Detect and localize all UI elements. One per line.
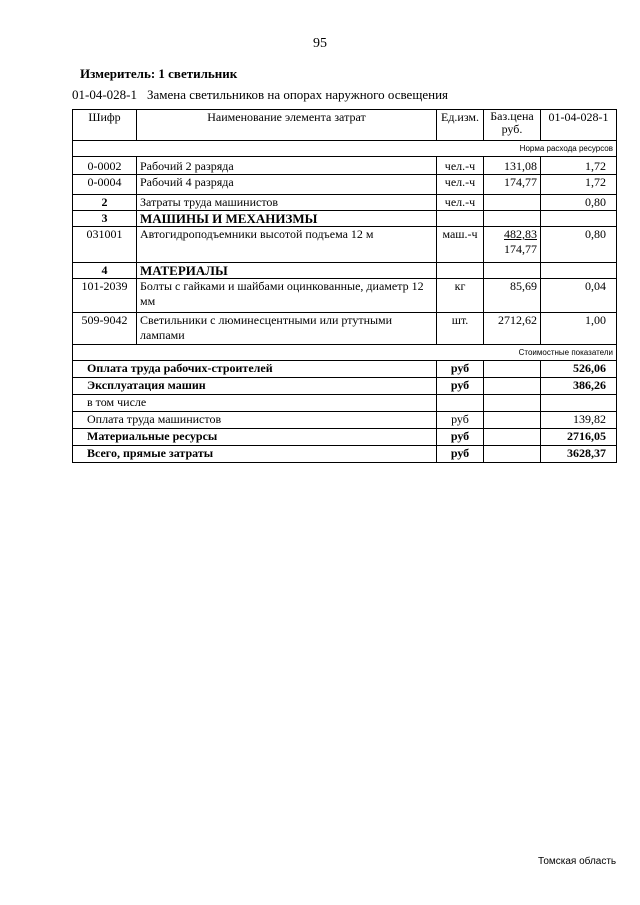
row-name: Светильники с люминесцентными или ртутными лампами bbox=[137, 313, 437, 345]
row-code: 0-0002 bbox=[73, 157, 137, 175]
section-row bbox=[73, 263, 617, 279]
section-title: МАТЕРИАЛЫ bbox=[137, 263, 437, 279]
summary-label: Эксплуатация машин bbox=[73, 378, 437, 395]
summary-row bbox=[73, 446, 617, 463]
measurer-heading: Измеритель: 1 светильник bbox=[80, 66, 238, 81]
row-price-cell bbox=[484, 227, 541, 263]
table-row bbox=[73, 313, 617, 345]
table-row bbox=[73, 157, 617, 175]
table-row bbox=[73, 175, 617, 195]
summary-label: в том числе bbox=[73, 395, 437, 412]
summary-value: 3628,37 bbox=[541, 446, 617, 463]
row-price: 482,83 bbox=[504, 227, 537, 241]
norm-code: 01-04-028-1 bbox=[72, 87, 137, 102]
header-name: Наименование элемента затрат bbox=[137, 110, 437, 141]
row-price: 174,77 bbox=[484, 175, 541, 195]
table-row bbox=[73, 279, 617, 313]
summary-row bbox=[73, 412, 617, 429]
row-unit: чел.-ч bbox=[437, 175, 484, 195]
table-row bbox=[73, 227, 617, 263]
row-name: Автогидроподъемники высотой подъема 12 м bbox=[137, 227, 437, 263]
row-code: 0-0004 bbox=[73, 175, 137, 195]
summary-label: Оплата труда рабочих-строителей bbox=[73, 361, 437, 378]
summary-row bbox=[73, 429, 617, 446]
section-title: МАШИНЫ И МЕХАНИЗМЫ bbox=[137, 211, 437, 227]
summary-row bbox=[73, 395, 617, 412]
row-code: 031001 bbox=[73, 227, 137, 263]
summary-unit: руб bbox=[437, 446, 484, 463]
table-row bbox=[73, 195, 617, 211]
row-norm: 1,72 bbox=[541, 175, 617, 195]
summary-unit: руб bbox=[437, 429, 484, 446]
summary-unit: руб bbox=[437, 361, 484, 378]
row-name: Затраты труда машинистов bbox=[137, 195, 437, 211]
row-norm: 0,80 bbox=[541, 195, 617, 211]
header-unit: Ед.изм. bbox=[437, 110, 484, 141]
summary-unit: руб bbox=[437, 412, 484, 429]
summary-label: Материальные ресурсы bbox=[73, 429, 437, 446]
norm-caption: Норма расхода ресурсов bbox=[73, 141, 617, 157]
header-price: Баз.цена руб. bbox=[484, 110, 541, 141]
summary-unit bbox=[437, 395, 484, 412]
row-unit: чел.-ч bbox=[437, 195, 484, 211]
header-norm: 01-04-028-1 bbox=[541, 110, 617, 141]
region-footer: Томская область bbox=[538, 856, 617, 867]
row-code: 2 bbox=[73, 195, 137, 211]
summary-label: Всего, прямые затраты bbox=[73, 446, 437, 463]
row-price: 2712,62 bbox=[484, 313, 541, 345]
norm-caption-row bbox=[73, 141, 617, 157]
row-unit: маш.-ч bbox=[437, 227, 484, 263]
norm-title bbox=[72, 87, 448, 103]
row-price: 85,69 bbox=[484, 279, 541, 313]
section-code: 3 bbox=[73, 211, 137, 227]
resource-table bbox=[72, 109, 617, 463]
summary-value: 139,82 bbox=[541, 412, 617, 429]
cost-caption-row bbox=[73, 345, 617, 361]
section-code: 4 bbox=[73, 263, 137, 279]
cost-caption: Стоимостные показатели bbox=[73, 345, 617, 361]
summary-label: Оплата труда машинистов bbox=[73, 412, 437, 429]
row-name: Рабочий 4 разряда bbox=[137, 175, 437, 195]
summary-unit: руб bbox=[437, 378, 484, 395]
row-code: 101-2039 bbox=[73, 279, 137, 313]
row-unit: кг bbox=[437, 279, 484, 313]
summary-value: 386,26 bbox=[541, 378, 617, 395]
row-unit: чел.-ч bbox=[437, 157, 484, 175]
row-name: Рабочий 2 разряда bbox=[137, 157, 437, 175]
row-norm: 0,80 bbox=[541, 227, 617, 263]
row-norm: 0,04 bbox=[541, 279, 617, 313]
row-norm: 1,00 bbox=[541, 313, 617, 345]
row-price bbox=[484, 195, 541, 211]
row-norm: 1,72 bbox=[541, 157, 617, 175]
section-row bbox=[73, 211, 617, 227]
norm-name: Замена светильников на опорах наружного освещения bbox=[147, 87, 449, 102]
summary-value bbox=[541, 395, 617, 412]
row-name: Болты с гайками и шайбами оцинкованные, диаметр 12 мм bbox=[137, 279, 437, 313]
summary-row bbox=[73, 378, 617, 395]
row-code: 509-9042 bbox=[73, 313, 137, 345]
row-price: 131,08 bbox=[484, 157, 541, 175]
summary-value: 526,06 bbox=[541, 361, 617, 378]
row-unit: шт. bbox=[437, 313, 484, 345]
summary-row bbox=[73, 361, 617, 378]
row-price-secondary: 174,77 bbox=[504, 242, 537, 256]
summary-value: 2716,05 bbox=[541, 429, 617, 446]
table-header-row bbox=[73, 110, 617, 141]
page-number: 95 bbox=[313, 36, 327, 51]
header-code: Шифр bbox=[73, 110, 137, 141]
